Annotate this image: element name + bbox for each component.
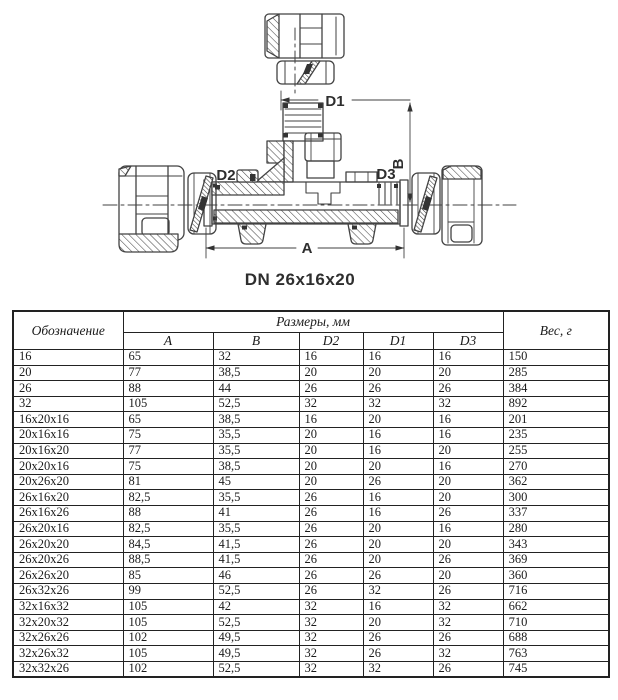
cell-b: 35,5 [213, 490, 299, 506]
cell-designation: 20x20x16 [13, 459, 123, 475]
table-row [13, 537, 609, 553]
table-row [13, 505, 609, 521]
cell-designation: 26 [13, 381, 123, 397]
cell-designation: 32x32x26 [13, 661, 123, 677]
cell-d3: 32 [433, 599, 503, 615]
cell-weight: 235 [503, 427, 609, 443]
cell-designation: 26x20x26 [13, 552, 123, 568]
cell-d2: 16 [299, 350, 363, 366]
table-row [13, 427, 609, 443]
col-d2: D2 [299, 333, 363, 350]
cell-designation: 26x20x16 [13, 521, 123, 537]
right-ferrule [412, 173, 440, 234]
table-row [13, 381, 609, 397]
cell-designation: 20x16x16 [13, 427, 123, 443]
cell-designation: 26x32x26 [13, 583, 123, 599]
cell-d2: 26 [299, 490, 363, 506]
cell-weight: 763 [503, 646, 609, 662]
cell-weight: 270 [503, 459, 609, 475]
cell-a: 84,5 [123, 537, 213, 553]
cell-d2: 32 [299, 661, 363, 677]
cell-a: 65 [123, 350, 213, 366]
cell-d3: 20 [433, 474, 503, 490]
cell-d2: 26 [299, 505, 363, 521]
cell-b: 52,5 [213, 615, 299, 631]
cell-designation: 32 [13, 396, 123, 412]
cell-weight: 384 [503, 381, 609, 397]
table-row [13, 599, 609, 615]
cell-a: 102 [123, 661, 213, 677]
cell-b: 46 [213, 568, 299, 584]
table-row [13, 459, 609, 475]
table-row [13, 412, 609, 428]
cell-a: 82,5 [123, 521, 213, 537]
cell-d2: 20 [299, 443, 363, 459]
cell-d2: 20 [299, 427, 363, 443]
spec-table-body [13, 350, 609, 678]
cell-d3: 32 [433, 646, 503, 662]
cell-d1: 16 [363, 427, 433, 443]
cell-a: 82,5 [123, 490, 213, 506]
cell-d1: 16 [363, 490, 433, 506]
cell-d1: 20 [363, 365, 433, 381]
cell-d2: 32 [299, 630, 363, 646]
dim-d1 [281, 91, 410, 110]
cell-d2: 32 [299, 599, 363, 615]
col-d3: D3 [433, 333, 503, 350]
cell-b: 52,5 [213, 583, 299, 599]
cell-d3: 26 [433, 381, 503, 397]
cell-designation: 32x20x32 [13, 615, 123, 631]
table-row [13, 630, 609, 646]
cell-d1: 32 [363, 661, 433, 677]
cell-b: 35,5 [213, 521, 299, 537]
cell-d3: 26 [433, 583, 503, 599]
cell-d1: 26 [363, 568, 433, 584]
cell-a: 85 [123, 568, 213, 584]
table-row [13, 568, 609, 584]
cell-d1: 26 [363, 630, 433, 646]
cell-b: 38,5 [213, 459, 299, 475]
cell-d1: 32 [363, 396, 433, 412]
cell-d3: 16 [433, 521, 503, 537]
cell-d1: 26 [363, 474, 433, 490]
cell-designation: 32x26x26 [13, 630, 123, 646]
cell-d3: 26 [433, 630, 503, 646]
table-row [13, 615, 609, 631]
cell-a: 99 [123, 583, 213, 599]
drawing-caption: DN 26x16x20 [244, 270, 356, 289]
cell-d3: 20 [433, 490, 503, 506]
cell-a: 105 [123, 599, 213, 615]
spec-table-header [13, 311, 609, 350]
cell-a: 88 [123, 381, 213, 397]
cell-d2: 20 [299, 365, 363, 381]
cell-designation: 26x20x20 [13, 537, 123, 553]
cell-b: 52,5 [213, 396, 299, 412]
dim-label-d3: D3 [376, 166, 396, 183]
cell-a: 77 [123, 365, 213, 381]
cell-d3: 26 [433, 552, 503, 568]
cell-a: 102 [123, 630, 213, 646]
cell-d1: 16 [363, 443, 433, 459]
cell-a: 88,5 [123, 552, 213, 568]
cell-d2: 32 [299, 396, 363, 412]
table-row [13, 583, 609, 599]
dim-label-d1: D1 [325, 93, 345, 110]
cell-b: 42 [213, 599, 299, 615]
cell-d3: 20 [433, 365, 503, 381]
table-row [13, 490, 609, 506]
cell-designation: 16x20x16 [13, 412, 123, 428]
cell-d2: 26 [299, 521, 363, 537]
col-b: B [213, 333, 299, 350]
table-row [13, 474, 609, 490]
top-nut [265, 14, 344, 58]
top-ferrule [277, 61, 334, 84]
cell-weight: 716 [503, 583, 609, 599]
cell-a: 105 [123, 615, 213, 631]
cell-d1: 20 [363, 552, 433, 568]
cell-d2: 16 [299, 412, 363, 428]
cell-weight: 688 [503, 630, 609, 646]
cell-weight: 343 [503, 537, 609, 553]
cell-d1: 32 [363, 583, 433, 599]
cell-d3: 16 [433, 350, 503, 366]
cell-a: 75 [123, 427, 213, 443]
dim-label-b: B [390, 158, 407, 170]
cell-a: 81 [123, 474, 213, 490]
cell-weight: 360 [503, 568, 609, 584]
cell-d3: 32 [433, 396, 503, 412]
col-dimensions-group: Размеры, мм [123, 311, 503, 333]
cell-b: 41 [213, 505, 299, 521]
cell-d3: 32 [433, 615, 503, 631]
dim-label-d2: D2 [216, 167, 236, 184]
cell-d2: 26 [299, 552, 363, 568]
cell-d3: 16 [433, 459, 503, 475]
cell-d3: 16 [433, 412, 503, 428]
cell-d3: 26 [433, 661, 503, 677]
cell-weight: 362 [503, 474, 609, 490]
cell-d1: 20 [363, 537, 433, 553]
cell-designation: 20 [13, 365, 123, 381]
col-d1: D1 [363, 333, 433, 350]
cell-d3: 26 [433, 505, 503, 521]
cell-d3: 20 [433, 537, 503, 553]
cell-weight: 201 [503, 412, 609, 428]
cell-d3: 20 [433, 568, 503, 584]
cell-d1: 26 [363, 381, 433, 397]
cell-d2: 20 [299, 459, 363, 475]
cell-designation: 32x16x32 [13, 599, 123, 615]
spec-table [12, 310, 610, 678]
d2-leader-mark [215, 185, 220, 190]
cell-b: 49,5 [213, 646, 299, 662]
table-row [13, 365, 609, 381]
cell-b: 35,5 [213, 427, 299, 443]
cell-d2: 32 [299, 646, 363, 662]
cell-b: 38,5 [213, 365, 299, 381]
table-row [13, 552, 609, 568]
cell-weight: 745 [503, 661, 609, 677]
cell-d2: 26 [299, 537, 363, 553]
cell-b: 49,5 [213, 630, 299, 646]
cell-weight: 337 [503, 505, 609, 521]
cell-weight: 300 [503, 490, 609, 506]
cell-a: 65 [123, 412, 213, 428]
cell-a: 105 [123, 396, 213, 412]
cell-b: 41,5 [213, 552, 299, 568]
cell-d2: 32 [299, 615, 363, 631]
cell-designation: 26x16x26 [13, 505, 123, 521]
cell-b: 41,5 [213, 537, 299, 553]
cell-d2: 26 [299, 381, 363, 397]
cell-b: 44 [213, 381, 299, 397]
table-row [13, 350, 609, 366]
cell-d2: 20 [299, 474, 363, 490]
cell-designation: 20x26x20 [13, 474, 123, 490]
cell-weight: 150 [503, 350, 609, 366]
left-nut [119, 166, 184, 252]
cell-a: 77 [123, 443, 213, 459]
cell-b: 32 [213, 350, 299, 366]
cell-d1: 20 [363, 521, 433, 537]
cell-designation: 26x16x20 [13, 490, 123, 506]
table-row [13, 521, 609, 537]
cell-a: 75 [123, 459, 213, 475]
dim-label-a: A [301, 240, 313, 257]
cell-d1: 26 [363, 646, 433, 662]
table-row [13, 646, 609, 662]
cell-b: 45 [213, 474, 299, 490]
fitting-diagram [0, 0, 618, 300]
table-row [13, 396, 609, 412]
cell-weight: 369 [503, 552, 609, 568]
col-designation: Обозначение [13, 311, 123, 350]
cell-d2: 26 [299, 583, 363, 599]
cell-d1: 16 [363, 599, 433, 615]
cell-designation: 32x26x32 [13, 646, 123, 662]
cell-a: 88 [123, 505, 213, 521]
cell-designation: 26x26x20 [13, 568, 123, 584]
cell-d3: 16 [433, 427, 503, 443]
cell-d1: 20 [363, 615, 433, 631]
cell-b: 38,5 [213, 412, 299, 428]
col-a: A [123, 333, 213, 350]
cell-weight: 280 [503, 521, 609, 537]
cell-b: 52,5 [213, 661, 299, 677]
cell-d1: 16 [363, 350, 433, 366]
table-row [13, 443, 609, 459]
cell-weight: 285 [503, 365, 609, 381]
cell-weight: 255 [503, 443, 609, 459]
cell-d1: 16 [363, 505, 433, 521]
cell-b: 35,5 [213, 443, 299, 459]
cell-d3: 20 [433, 443, 503, 459]
cell-designation: 20x16x20 [13, 443, 123, 459]
cell-designation: 16 [13, 350, 123, 366]
col-weight: Вес, г [503, 311, 609, 350]
cell-d1: 20 [363, 459, 433, 475]
cell-d1: 20 [363, 412, 433, 428]
cell-weight: 892 [503, 396, 609, 412]
cell-a: 105 [123, 646, 213, 662]
cell-weight: 710 [503, 615, 609, 631]
table-row [13, 661, 609, 677]
cell-weight: 662 [503, 599, 609, 615]
cell-d2: 26 [299, 568, 363, 584]
